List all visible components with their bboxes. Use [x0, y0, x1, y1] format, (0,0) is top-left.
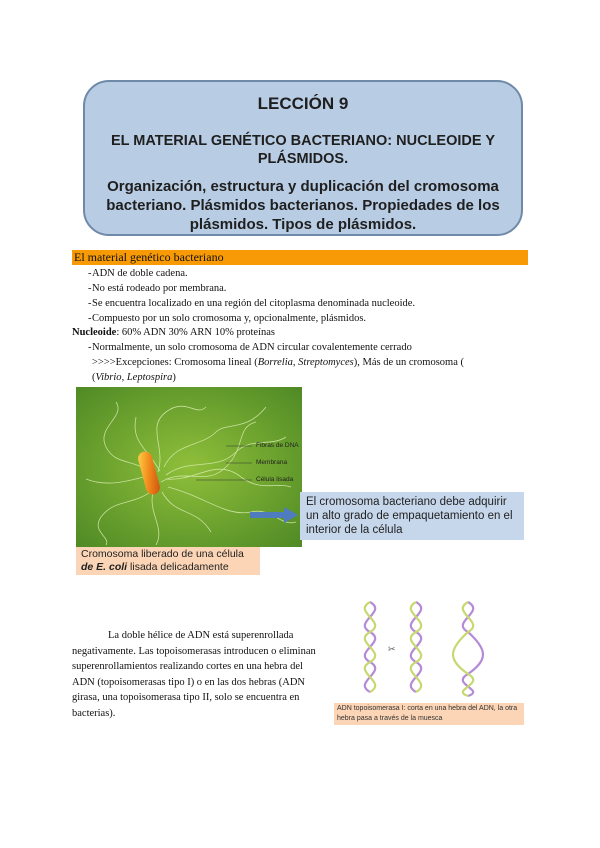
- section-heading: El material genético bacteriano: [72, 250, 528, 265]
- list-item: - ADN de doble cadena.: [72, 266, 532, 281]
- supercoil-paragraph: La doble hélice de ADN está superenrollada negativamente. Las topoisomerasas introducen o eliminan superenrollamientos realizando cortes en una hebra del ADN (topoisomerasas tipo I) o en las dos hebras (ADN girasa, una topoisomerasa tipo II, solo se encuentra en bacterias).: [72, 630, 316, 719]
- exceptions-text-cont: (Vibrio, Leptospira): [92, 372, 176, 383]
- label-dna-fibers: Fibras de DNA: [256, 442, 299, 449]
- label-membrane: Membrana: [256, 459, 288, 466]
- lesson-topics: Organización, estructura y duplicación del cromosoma bacteriano. Plásmidos bacterianos. Propiedades de los plásmidos. Tipos de plásmidos.: [106, 178, 500, 233]
- lesson-subtitle: EL MATERIAL GENÉTICO BACTERIANO: NUCLEOIDE Y PLÁSMIDOS.: [110, 133, 495, 167]
- exceptions-text: >>>>Excepciones: Cromosoma lineal (Borrelia, Streptomyces), Más de un cromosoma (: [92, 357, 464, 368]
- nucleoid-list: [72, 340, 532, 385]
- list-item: - Se encuentra localizado en una región del citoplasma denominada nucleoide.: [72, 296, 532, 311]
- micrograph-caption: Cromosoma liberado de una célula de E. coli lisada delicadamente: [76, 547, 260, 575]
- label-lysed-cell: Célula lisada: [256, 476, 294, 483]
- list-item: - Normalmente, un solo cromosoma de ADN circular covalentemente cerrado >>>>Excepciones: Cromosoma lineal (Borrelia, Streptomyces), Más de un cromosoma ( (Vibrio, Leptospira): [72, 340, 532, 385]
- topoisomerase-caption: ADN topoisomerasa I: corta en una hebra del ADN, la otra hebra pasa a través de la muesca: [334, 703, 524, 725]
- arrow-right-icon: [250, 507, 298, 523]
- svg-text:✂: ✂: [388, 645, 396, 655]
- nucleoid-line: [72, 326, 275, 340]
- nucleoid-label: Nucleoide: [72, 327, 117, 338]
- chromosome-micrograph: [76, 387, 302, 547]
- lesson-title-box: [83, 80, 523, 236]
- packaging-callout: El cromosoma bacteriano debe adquirir un alto grado de empaquetamiento en el interior de la célula: [300, 492, 524, 540]
- topoisomerase-helix-figure: [358, 600, 504, 700]
- list-item: - Compuesto por un solo cromosoma y, opcionalmente, plásmidos.: [72, 311, 532, 326]
- genetic-material-list: [72, 266, 532, 326]
- nucleoid-composition: : 60% ADN 30% ARN 10% proteínas: [116, 327, 275, 338]
- lesson-number: LECCIÓN 9: [257, 94, 349, 113]
- list-item: - No está rodeado por membrana.: [72, 281, 532, 296]
